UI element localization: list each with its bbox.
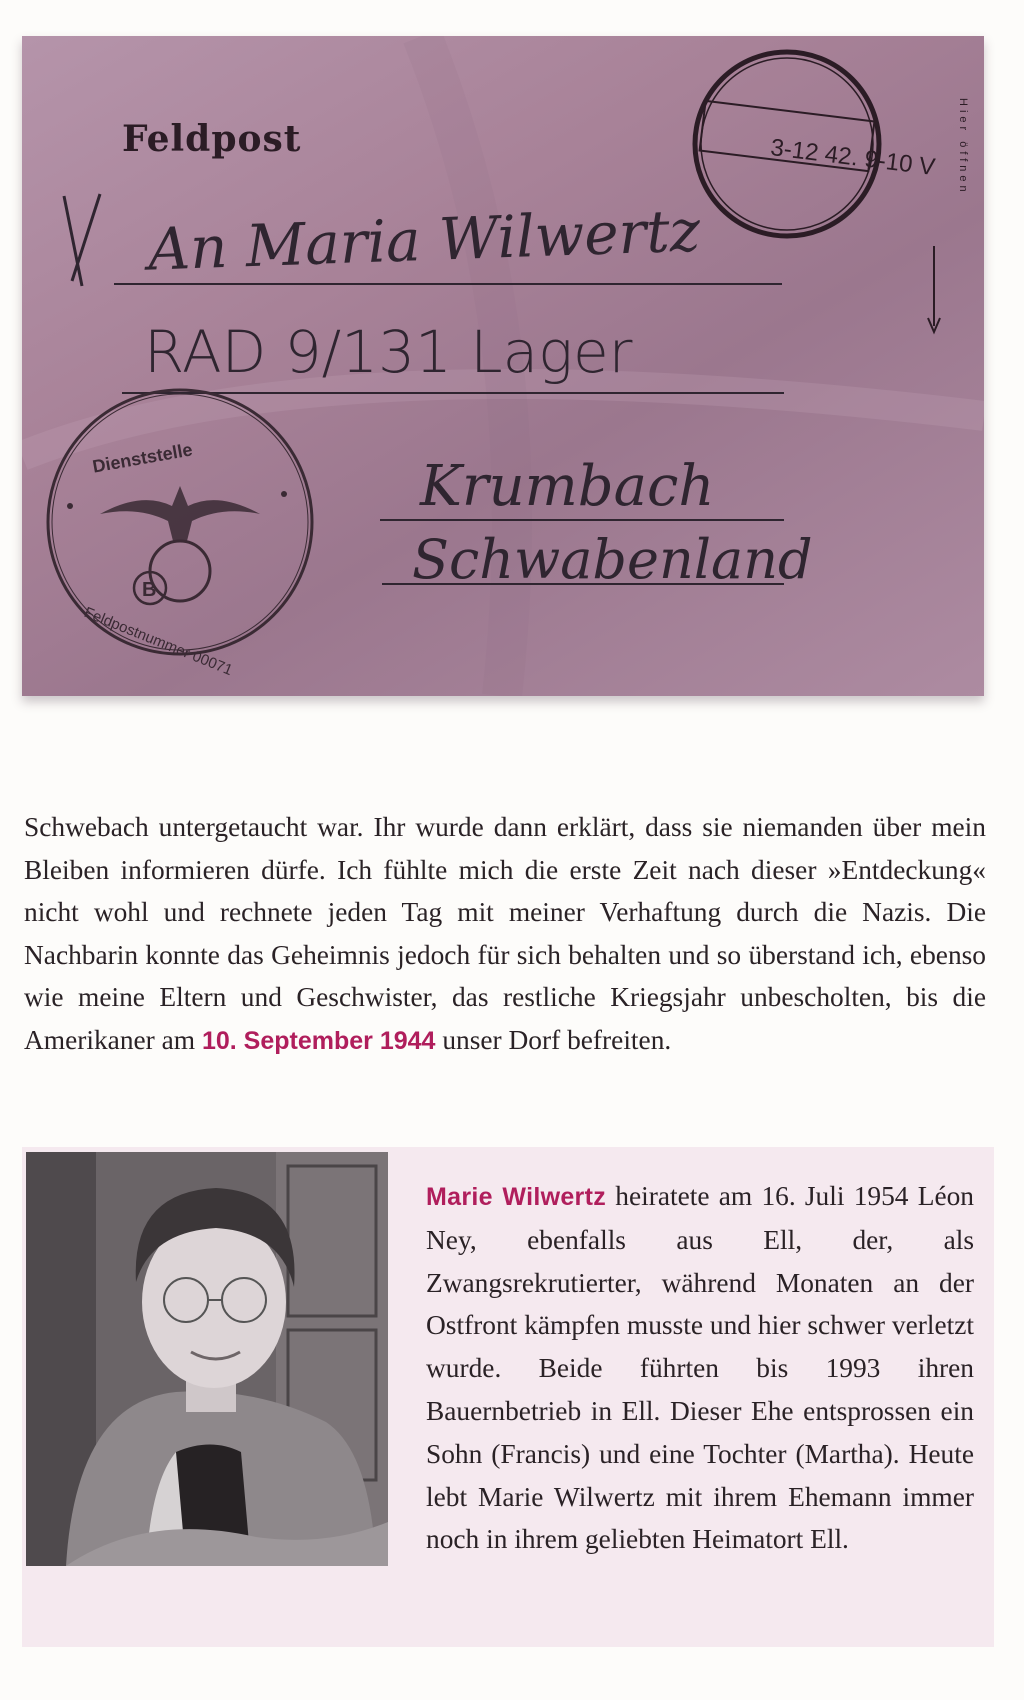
biography-text — [426, 1175, 974, 1561]
highlight-date: 10. September 1944 — [201, 1026, 436, 1055]
address-line-3: Krumbach — [420, 454, 715, 519]
body-text-end: unser Dorf befreiten. — [442, 1024, 672, 1055]
bio-body: heiratete am 16. Juli 1954 Léon Ney, ebenfalls aus Ell, der, als Zwangsrekrutierter, während Monaten an der Ostfront kämpfen musste und hier schwer verletzt wurde. Beide führten bis 1993 ihren Bauernbetrieb in Ell. Dieser Ehe entsprossen ein Sohn (Francis) und eine Tochter (Martha). Heute lebt Marie Wilwertz mit ihrem Ehemann immer noch in ihrem geliebten Heimatort Ell. — [426, 1181, 974, 1555]
seal-bottom-text: Feldpostnummer 00071 — [81, 604, 235, 680]
eagle-emblem — [100, 486, 260, 541]
biography-box — [22, 1147, 994, 1647]
address-line-4: Schwabenland — [412, 528, 813, 591]
bio-name: Marie Wilwertz — [426, 1183, 607, 1211]
seal-top-text: Dienststelle — [90, 439, 194, 477]
address-line-1: An Maria Wilwertz — [146, 196, 702, 284]
x-mark — [64, 194, 100, 286]
body-paragraph — [24, 806, 986, 1063]
svg-text:B: B — [142, 579, 157, 601]
envelope-photo — [22, 36, 984, 696]
address-line-2: RAD 9/131 Lager — [144, 318, 633, 386]
feldpost-label: Feldpost — [122, 118, 302, 160]
body-text: Schwebach untergetaucht war. Ihr wurde dann erklärt, dass sie niemanden über mein Bleiben informieren dürfe. Ich fühlte mich die erste Zeit nach dieser »Entdeckung« nicht wohl und rechnete jeden Tag mit meiner Verhaftung durch die Nazis. Die Nachbarin konnte das Geheimnis jedoch für sich behalten und so überstand ich, ebenso wie meine Eltern und Geschwister, das restliche Kriegsjahr unbescholten, bis die Amerikaner am — [24, 812, 986, 1055]
open-here-note: Hier öffnen — [957, 98, 969, 196]
portrait-photo — [26, 1152, 388, 1566]
postmark-date: 3-12 42. 9-10 V — [769, 134, 937, 181]
